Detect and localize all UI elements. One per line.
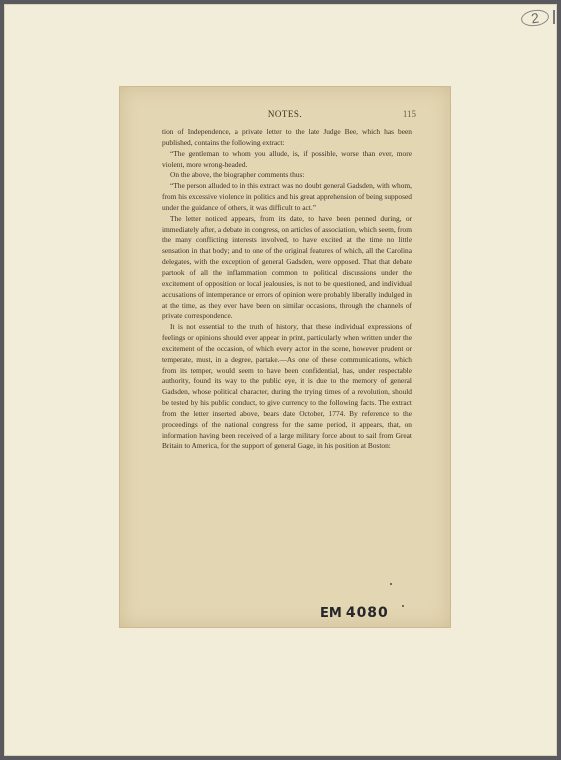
page-body-text bbox=[162, 127, 412, 452]
paragraph: On the above, the biographer comments thus: bbox=[170, 170, 305, 180]
ink-speck bbox=[402, 605, 404, 607]
stamp-number: 4080 bbox=[345, 605, 389, 621]
paragraph: It is not essential to the truth of history, that these individual expressions of feelings or opinions should ever appear in print, particularly when written under the excitement of the occasion, of which every actor in the scene, however prudent or temperate, must, in a degree, partake.—As one of these communications, which from its temper, would seem to have been confidential, has, under respectable authority, found its way to the public eye, it is due to the memory of general Gadsden, whose political character, during the trying times of a revolution, should be tested by his public conduct, to give currency to the following facts. The extract from the letter inserted above, bears date October, 1774. By reference to the proceedings of the national congress for the same period, it appears, that, on information having been received of a large military force about to sail from Great Britain to America, for the support of general Gage, in his position at Boston: bbox=[162, 322, 412, 451]
ink-speck bbox=[390, 583, 392, 585]
corner-tick-mark bbox=[553, 10, 555, 24]
paragraph: tion of Independence, a private letter to the late Judge Bee, which has been published, contains the following extract: bbox=[162, 127, 412, 147]
paragraph: The letter noticed appears, from its date, to have been penned during, or immediately after, a debate in congress, on articles of association, which seem, from the many conflicting interests involved, to have excited at the time no little sensation in that body; and to one of the original features of which, all the Carolina delegates, with the exception of general Gadsden, were opposed. That that debate partook of all the inflammation common to political discussions under the excitement of opposition or local jealousies, is not to be questioned, and individual accusations of intemperance or errors of opinion were probably liberally indulged in at the time, as they ever have been on similar occasions, through the channels of private correspondence. bbox=[162, 213, 412, 321]
book-page bbox=[120, 87, 450, 627]
paragraph: “The gentleman to whom you allude, is, if possible, worse than ever, more violent, more wrong-headed. bbox=[162, 148, 412, 169]
paragraph: “The person alluded to in this extract was no doubt general Gadsden, with whom, from his excessive violence in politics and his great apprehension of being supposed under the guidance of others, it was difficult to act.” bbox=[162, 181, 412, 212]
page-number: 115 bbox=[402, 109, 416, 119]
accession-stamp bbox=[320, 605, 389, 621]
stamp-prefix: EM bbox=[320, 606, 342, 621]
running-head: NOTES. bbox=[267, 109, 303, 119]
corner-number-label: 2 bbox=[520, 8, 550, 28]
